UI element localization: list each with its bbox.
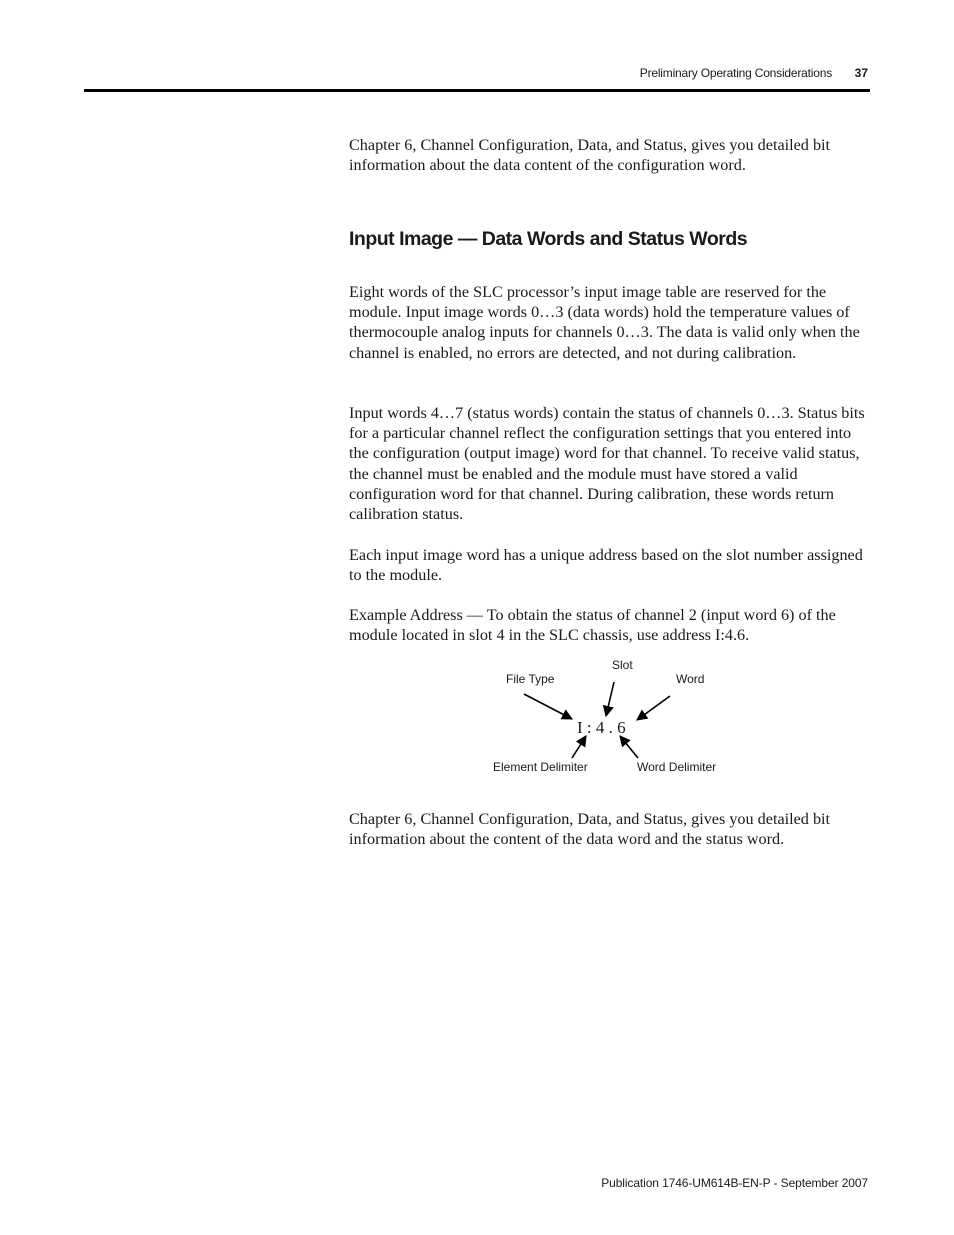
page-number: 37 (854, 66, 868, 80)
running-title: Preliminary Operating Considerations (639, 66, 832, 80)
slot-label: Slot (612, 658, 633, 672)
footer-publication: Publication 1746-UM614B-EN-P - September 2007 (601, 1176, 868, 1190)
closing-paragraph: Chapter 6, Channel Configuration, Data, and Status, gives you detailed bit information about the content of the data word and the status word. (349, 810, 831, 849)
file-type-label: File Type (506, 672, 555, 686)
section-heading: Input Image — Data Words and Status Words (349, 228, 748, 250)
paragraph-3: Each input image word has a unique address based on the slot number assigned to the module. (349, 546, 863, 585)
element-delimiter-label: Element Delimiter (493, 760, 588, 774)
file-type-arrow (524, 694, 572, 719)
address-diagram (480, 652, 740, 782)
intro-paragraph: Chapter 6, Channel Configuration, Data, and Status, gives you detailed bit information about the data content of the configuration word. (349, 136, 831, 175)
paragraph-2-block (349, 403, 869, 524)
paragraph-4-block (349, 605, 869, 645)
paragraph-1-block (349, 282, 869, 363)
address-value: I : 4 . 6 (577, 718, 626, 737)
slot-arrow (606, 682, 614, 716)
word-delimiter-arrow (620, 736, 638, 758)
paragraph-3-block (349, 545, 869, 585)
closing-block (349, 809, 869, 849)
paragraph-4: Example Address — To obtain the status of channel 2 (input word 6) of the module located in slot 4 in the SLC chassis, use address I:4.6. (349, 606, 836, 645)
word-label: Word (676, 672, 705, 686)
paragraph-2: Input words 4…7 (status words) contain the status of channels 0…3. Status bits for a particular channel reflect the configuration settings that you entered into the configuration (output image) word for that channel. To receive valid status, the channel must be enabled and the module must have stored a valid configuration word for that channel. During calibration, these words return calibration status. (349, 404, 865, 524)
word-delimiter-label: Word Delimiter (637, 760, 717, 774)
element-delimiter-arrow (572, 736, 586, 758)
word-arrow (637, 696, 670, 720)
header-rule (84, 89, 870, 92)
intro-block (349, 135, 869, 175)
paragraph-1: Eight words of the SLC processor’s input image table are reserved for the module. Input image words 0…3 (data words) hold the temperature values of thermocouple analog inputs for channels 0…3. The data is valid only when the channel is enabled, no errors are detected, and not during calibration. (349, 283, 860, 362)
